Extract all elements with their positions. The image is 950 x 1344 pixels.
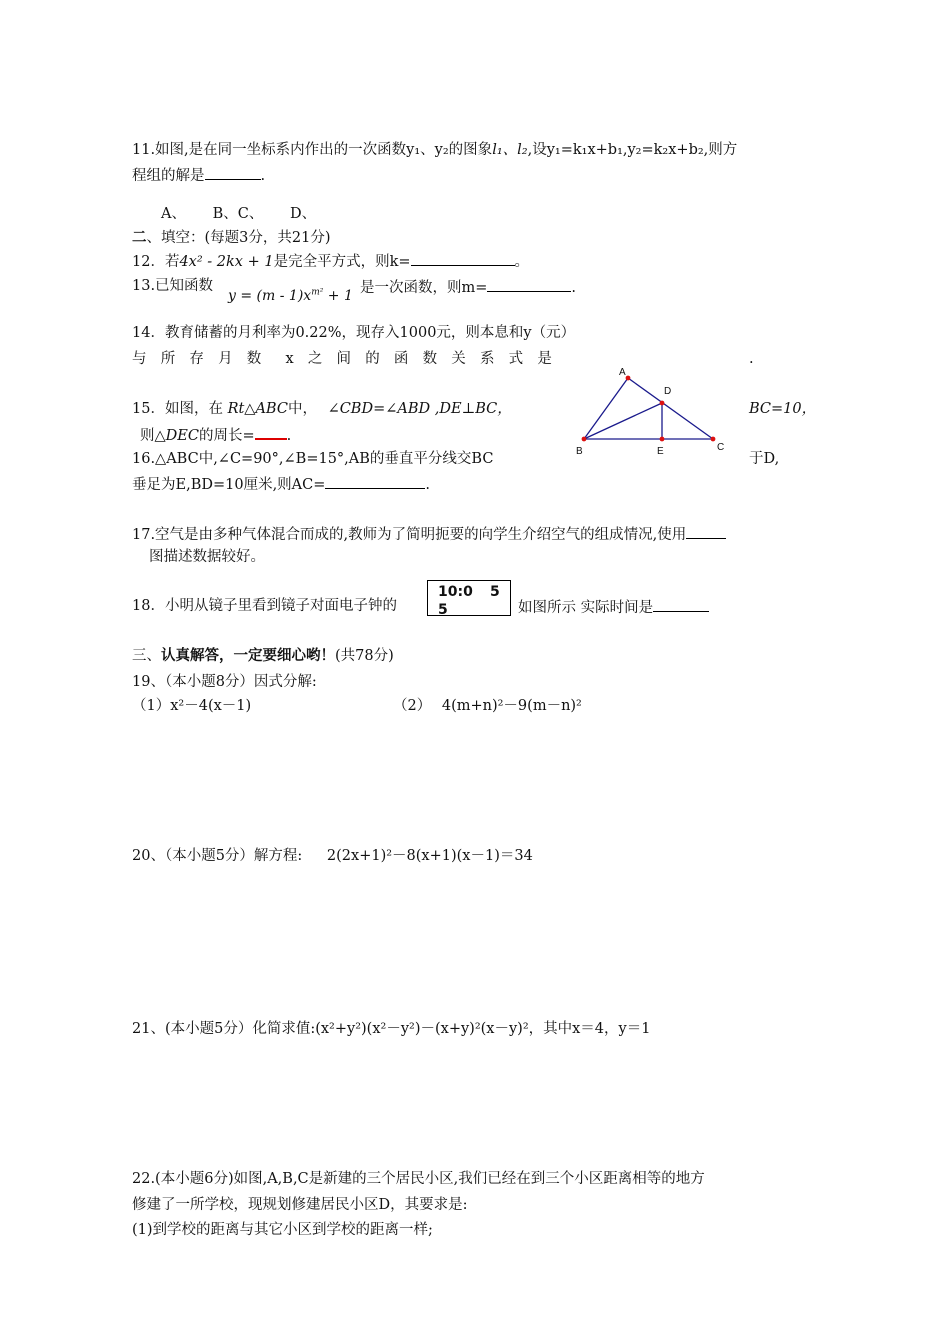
q12 [132, 251, 529, 271]
q13-exp: m² [311, 287, 324, 298]
q13-function [228, 287, 353, 305]
section3-points: (共78分) [335, 648, 394, 664]
q18-prefix: 18．小明从镜子里看到镜子对面电子钟的 [132, 598, 397, 614]
segment-ba [584, 378, 628, 439]
q14-w4: 数 [246, 351, 262, 367]
q16-line1-right: 于D, [749, 451, 780, 467]
q17-answer-blank[interactable] [686, 524, 726, 539]
q14-end: . [749, 351, 754, 367]
triangle-figure [570, 362, 730, 462]
q12-prefix: 12．若 [132, 254, 180, 270]
option-d: D、 [289, 206, 317, 222]
q15-answer-blank[interactable] [255, 424, 287, 440]
q15-bc: BC=10， [749, 401, 817, 417]
point-c [711, 437, 716, 442]
q12-expr: 4x² - 2kx + 1 [179, 254, 274, 270]
q18-answer-blank[interactable] [653, 597, 709, 612]
q19-p2-label: （2） [393, 698, 432, 714]
clock-digit-5: 5 [490, 584, 500, 600]
q15-line2 [140, 424, 291, 445]
label-b: B [576, 446, 583, 457]
q14-w5: x [285, 351, 294, 367]
q14-w9: 函 [393, 351, 409, 367]
label-d: D [664, 386, 672, 397]
q20-label: 20、（本小题5分）解方程: [132, 848, 303, 864]
segment-bd [584, 403, 662, 439]
q13-prefix: 13.已知函数 [132, 278, 214, 294]
q20-expr: 2(2x+1)²－8(x+1)(x－1)＝34 [326, 848, 533, 864]
q19-p2-expr: 4(m+n)²－9(m－n)² [441, 698, 582, 714]
q12-suffix: 是完全平方式，则k= [273, 254, 411, 270]
q14-w10: 数 [422, 351, 438, 367]
q11-answer-blank[interactable] [205, 165, 261, 180]
q11-text-rest: ,设y₁=k₁x+b₁,y₂=k₂x+b₂,则方 [527, 142, 738, 158]
q22-line3: (1)到学校的距离与其它小区到学校的距离一样; [132, 1222, 433, 1238]
q11-options [161, 205, 316, 223]
q13-expr2: + 1 [323, 288, 353, 304]
q19-title: 19、（本小题8分）因式分解: [132, 674, 317, 690]
q16-answer-blank[interactable] [325, 474, 425, 489]
figure-lines [584, 378, 713, 439]
section3-heading [132, 647, 394, 665]
clock-digit-cut: 5 [438, 602, 448, 616]
mirror-clock [427, 580, 511, 616]
q15-line2b: DEC [165, 428, 199, 444]
q12-end: 。 [514, 254, 530, 270]
q22-line2: 修建了一所学校，现规划修建居民小区D，其要求是: [132, 1197, 468, 1213]
section2-title: 、填空：(每题3分，共21分) [146, 230, 331, 246]
q14-w6: 之 [307, 351, 323, 367]
option-a: A、 [161, 206, 186, 222]
point-d [660, 401, 665, 406]
q14-w11: 关 [451, 351, 466, 367]
q16-line2 [132, 474, 430, 494]
q17-text: 17.空气是由多种气体混合而成的,教师为了简明扼要的向学生介绍空气的组成情况,使用 [132, 527, 687, 543]
q14-w3: 月 [218, 351, 233, 367]
option-b: B、C、 [212, 206, 264, 222]
q14-line1 [132, 324, 575, 342]
q13-expr: y = (m - 1)x [228, 288, 312, 304]
q14-w14: 是 [537, 351, 552, 367]
point-a [626, 376, 631, 381]
label-e: E [657, 446, 664, 457]
q14-w12: 系 [479, 351, 495, 367]
q20 [132, 847, 533, 865]
q22-line1: 22.(本小题6分)如图,A,B,C是新建的三个居民小区,我们已经在到三个小区距离相等的地方 [132, 1171, 705, 1187]
label-c: C [717, 442, 725, 453]
q13-suffix: 是一次函数，则m= [360, 280, 488, 296]
section3-num: 三、 [132, 648, 161, 664]
q19-p1-label: （1） [132, 698, 171, 714]
q15-mid: 中， [287, 401, 317, 417]
q19-p1-expr: x²－4(x－1) [170, 698, 252, 714]
q18-prefix-line [132, 597, 397, 615]
q16-line2-text: 垂足为E,BD=10厘米,则AC= [132, 477, 326, 493]
q15-line1 [132, 400, 512, 418]
q16-line1 [132, 450, 493, 468]
q17-line1 [132, 524, 726, 544]
q14-w7: 间 [336, 351, 351, 367]
section2-num: 二 [132, 229, 147, 246]
q11-line2-text: 程组的解是 [132, 168, 205, 184]
q18-suffix: 如图所示 实际时间是 [518, 600, 654, 616]
q11-line1 [132, 141, 737, 159]
q19-part1 [132, 697, 251, 715]
q11-line2-end: . [260, 168, 266, 184]
q18-suffix-line [518, 597, 709, 617]
q15-line2a: 则△ [140, 428, 166, 444]
q14-w8: 的 [365, 351, 380, 367]
q11-lines-label: l₁、l₂ [492, 142, 528, 158]
point-e [660, 437, 665, 442]
q16-text: 16.△ABC中,∠C=90°,∠B=15°,AB的垂直平分线交BC [132, 451, 494, 467]
q13 [132, 277, 213, 295]
section3-title: 认真解答，一定要细心哟！ [161, 647, 335, 664]
section2-heading [132, 229, 331, 247]
q19-part2 [393, 697, 582, 715]
q17-line2: 图描述数据较好。 [149, 549, 265, 565]
q15-tri: Rt△ABC [227, 401, 288, 417]
q14-w1: 所 [160, 351, 176, 367]
q13-rest [360, 277, 576, 297]
q21-label: 21、(本小题5分）化简求值: [132, 1021, 316, 1037]
q15-line2c: 的周长= [198, 428, 255, 444]
q14-line2 [132, 350, 552, 368]
q16-end: . [425, 477, 431, 493]
q12-answer-blank[interactable] [411, 251, 515, 266]
q14-text: 14．教育储蓄的月利率为0.22%，现存入1000元，则本息和y（元） [132, 325, 576, 341]
q15-cond: ∠CBD=∠ABD ,DE⊥BC， [327, 401, 512, 417]
q15-prefix: 15．如图，在 [132, 401, 223, 417]
point-b [582, 437, 587, 442]
q11-line2 [132, 165, 265, 185]
clock-digits: 10:0 [438, 584, 473, 600]
q21 [132, 1020, 650, 1038]
q13-end: . [571, 280, 577, 296]
q15-end: . [286, 428, 292, 444]
q13-answer-blank[interactable] [487, 277, 571, 292]
q14-w2: 存 [189, 351, 204, 367]
q11-text: 11.如图,是在同一坐标系内作出的一次函数y₁、y₂的图象 [132, 142, 493, 158]
label-a: A [619, 367, 626, 378]
q14-w13: 式 [508, 351, 524, 367]
q14-w0: 与 [132, 351, 147, 367]
q21-expr: (x²+y²)(x²－y²)－(x+y)²(x－y)²，其中x＝4，y＝1 [315, 1021, 651, 1037]
